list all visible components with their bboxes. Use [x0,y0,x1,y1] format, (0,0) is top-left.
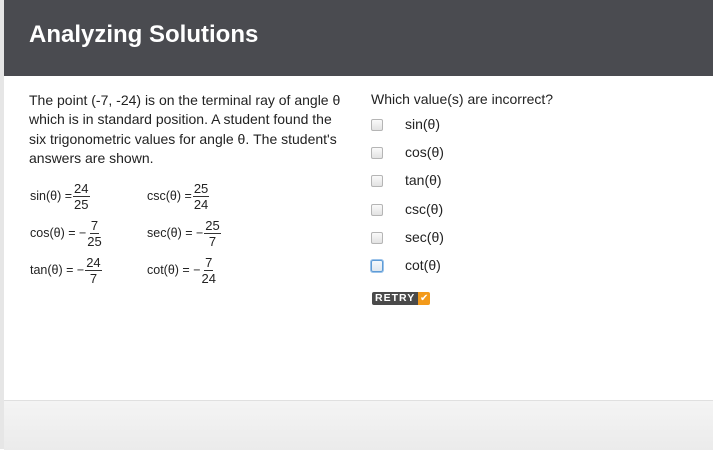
answer-label: sin(θ) = [30,189,73,203]
numerator: 25 [193,180,209,196]
answer-label: cot(θ) = − [147,263,201,277]
answer-cot [147,254,216,286]
denominator: 24 [193,196,209,212]
fraction [73,182,89,211]
checkbox[interactable] [371,204,383,216]
answer-csc [147,180,209,212]
option-label: csc(θ) [405,201,444,217]
retry-button[interactable] [372,292,430,305]
option-label: cos(θ) [405,144,444,160]
footer-bar [4,400,713,450]
option-label: sin(θ) [405,116,441,132]
numerator: 25 [205,217,220,233]
option-cot[interactable] [371,257,441,275]
option-label: sec(θ) [405,229,444,245]
answer-tan [30,254,102,286]
option-sec[interactable] [371,229,444,247]
option-csc[interactable] [371,201,444,219]
fraction [202,256,216,285]
numerator: 24 [74,180,89,196]
answer-label: tan(θ) = − [30,263,85,277]
answer-cos [30,217,102,249]
checkbox[interactable] [371,119,383,131]
denominator: 25 [74,196,89,212]
option-label: cot(θ) [405,257,441,273]
fraction [193,182,209,211]
page-title: Analyzing Solutions [29,21,259,48]
denominator: 25 [87,233,102,249]
denominator: 7 [208,233,217,249]
checkbox[interactable] [371,260,383,272]
checkbox[interactable] [371,232,383,244]
question-text: Which value(s) are incorrect? [371,91,554,107]
checkbox[interactable] [371,147,383,159]
option-cos[interactable] [371,144,444,162]
fraction [87,219,101,248]
answer-sec [147,217,221,249]
option-tan[interactable] [371,172,442,190]
retry-label: RETRY [372,292,418,305]
answer-label: csc(θ) = [147,189,192,203]
denominator: 24 [201,270,216,286]
answer-label: sec(θ) = − [147,226,204,240]
option-label: tan(θ) [405,172,442,188]
option-sin[interactable] [371,116,441,134]
question-prompt: The point (-7, -24) is on the terminal ray of angle θ which is in standard position. A student found the six trigonometric values for angle θ. The student's answers are shown. [29,92,341,166]
checkbox[interactable] [371,175,383,187]
header-bar [4,0,713,76]
numerator: 7 [205,254,213,270]
answer-sin [30,180,90,212]
fraction [204,219,220,248]
denominator: 7 [89,270,98,286]
numerator: 24 [86,254,101,270]
check-icon: ✔ [420,293,429,304]
answer-label: cos(θ) = − [30,226,87,240]
numerator: 7 [90,217,99,233]
fraction [85,256,101,285]
